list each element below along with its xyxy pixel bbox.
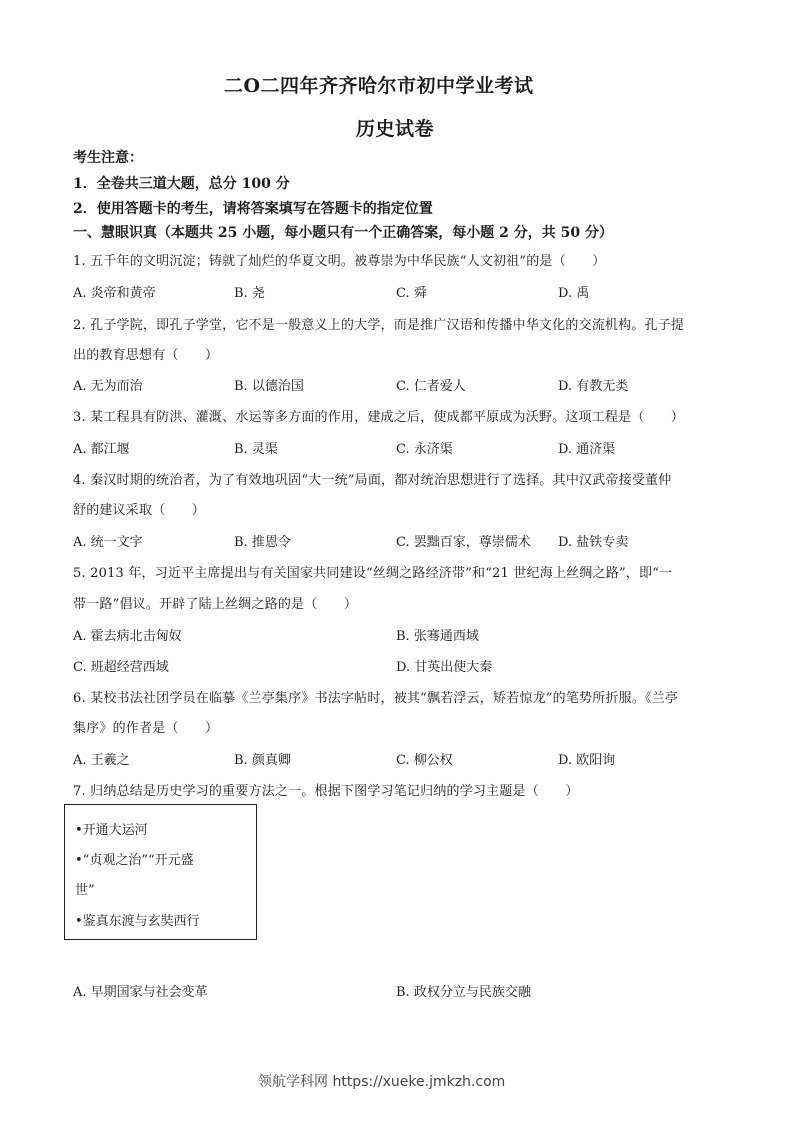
question-2-stem-cont: 出的教育思想有（ ） xyxy=(73,348,219,363)
question-5-option-b: B. 张骞通西域 xyxy=(396,629,479,644)
question-2-stem: 2. 孔子学院，即孔子学堂，它不是一般意义上的大学，而是推广汉语和传播中华文化的交流机构。孔子提 xyxy=(73,318,685,333)
question-6-stem: 6. 某校书法社团学员在临摹《兰亭集序》书法字帖时，被其“飘若浮云，矫若惊龙”的笔势所折服。《兰亭 xyxy=(73,691,679,706)
question-4-stem: 4. 秦汉时期的统治者，为了有效地巩固“大一统”局面，都对统治思想进行了选择。其中汉武帝接受董仲 xyxy=(73,473,672,488)
question-4-option-b: B. 推恩令 xyxy=(234,535,291,550)
question-5-option-d: D. 甘英出使大秦 xyxy=(396,660,493,675)
question-1-option-d: D. 禹 xyxy=(558,286,590,301)
question-7-stem: 7. 归纳总结是历史学习的重要方法之一。根据下图学习笔记归纳的学习主题是（ ） xyxy=(73,784,579,799)
question-5-stem: 5. 2013 年，习近平主席提出与有关国家共同建设“丝绸之路经济带”和“21 世纪海上丝绸之路”，即“一 xyxy=(73,566,673,581)
question-1-option-a: A. 炎帝和黄帝 xyxy=(73,286,156,301)
question-7-option-b: B. 政权分立与民族交融 xyxy=(396,985,531,1000)
question-2-option-d: D. 有教无类 xyxy=(558,379,629,394)
question-6-option-d: D. 欧阳询 xyxy=(558,753,616,768)
question-6-option-a: A. 王羲之 xyxy=(73,753,130,768)
notice-label: 考生注意： xyxy=(73,150,143,166)
question-3-option-a: A. 都江堰 xyxy=(73,442,130,457)
question-3-option-d: D. 通济渠 xyxy=(558,442,616,457)
footer-watermark: 领航学科网 https://xueke.jmkzh.com xyxy=(258,1074,506,1090)
question-4-option-d: D. 盐铁专卖 xyxy=(558,535,629,550)
exam-subtitle: 历史试卷 xyxy=(356,118,435,140)
question-6-stem-cont: 集序》的作者是（ ） xyxy=(73,721,219,736)
question-4-stem-cont: 舒的建议采取（ ） xyxy=(73,503,206,518)
exam-title: 二O二四年齐齐哈尔市初中学业考试 xyxy=(224,75,534,97)
notice-item: 2．使用答题卡的考生，请将答案填写在答题卡的指定位置 xyxy=(73,201,433,217)
study-note-box xyxy=(64,804,257,940)
question-4-option-c: C. 罢黜百家，尊崇儒术 xyxy=(396,535,531,550)
question-4-option-a: A. 统一文字 xyxy=(73,535,143,550)
question-6-option-b: B. 颜真卿 xyxy=(234,753,291,768)
question-5-option-a: A. 霍去病北击匈奴 xyxy=(73,629,182,644)
question-2-option-c: C. 仁者爱人 xyxy=(396,379,466,394)
question-1-option-c: C. 舜 xyxy=(396,286,427,301)
note-item: •“贞观之治”“开元盛 xyxy=(75,853,194,868)
question-5-option-c: C. 班超经营西域 xyxy=(73,660,169,675)
question-7-option-a: A. 早期国家与社会变革 xyxy=(73,985,208,1000)
question-3-option-c: C. 永济渠 xyxy=(396,442,453,457)
question-2-option-b: B. 以德治国 xyxy=(234,379,304,394)
note-item: 世” xyxy=(75,883,95,898)
question-3-stem: 3. 某工程具有防洪、灌溉、水运等多方面的作用，建成之后，使成都平原成为沃野。这项工程是（ ） xyxy=(73,410,685,425)
question-3-option-b: B. 灵渠 xyxy=(234,442,278,457)
note-item: •开通大运河 xyxy=(75,823,148,838)
question-1-stem: 1. 五千年的文明沉淀；铸就了灿烂的华夏文明。被尊崇为中华民族“人文初祖”的是（ ） xyxy=(73,254,606,269)
question-5-stem-cont: 带一路”倡议。开辟了陆上丝绸之路的是（ ） xyxy=(73,597,358,612)
question-6-option-c: C. 柳公权 xyxy=(396,753,453,768)
question-1-option-b: B. 尧 xyxy=(234,286,265,301)
note-item: •鉴真东渡与玄奘西行 xyxy=(75,914,200,929)
section-heading: 一、慧眼识真（本题共 25 小题，每小题只有一个正确答案，每小题 2 分，共 50 分） xyxy=(73,225,613,241)
question-2-option-a: A. 无为而治 xyxy=(73,379,143,394)
notice-item: 1．全卷共三道大题，总分 100 分 xyxy=(73,176,290,192)
